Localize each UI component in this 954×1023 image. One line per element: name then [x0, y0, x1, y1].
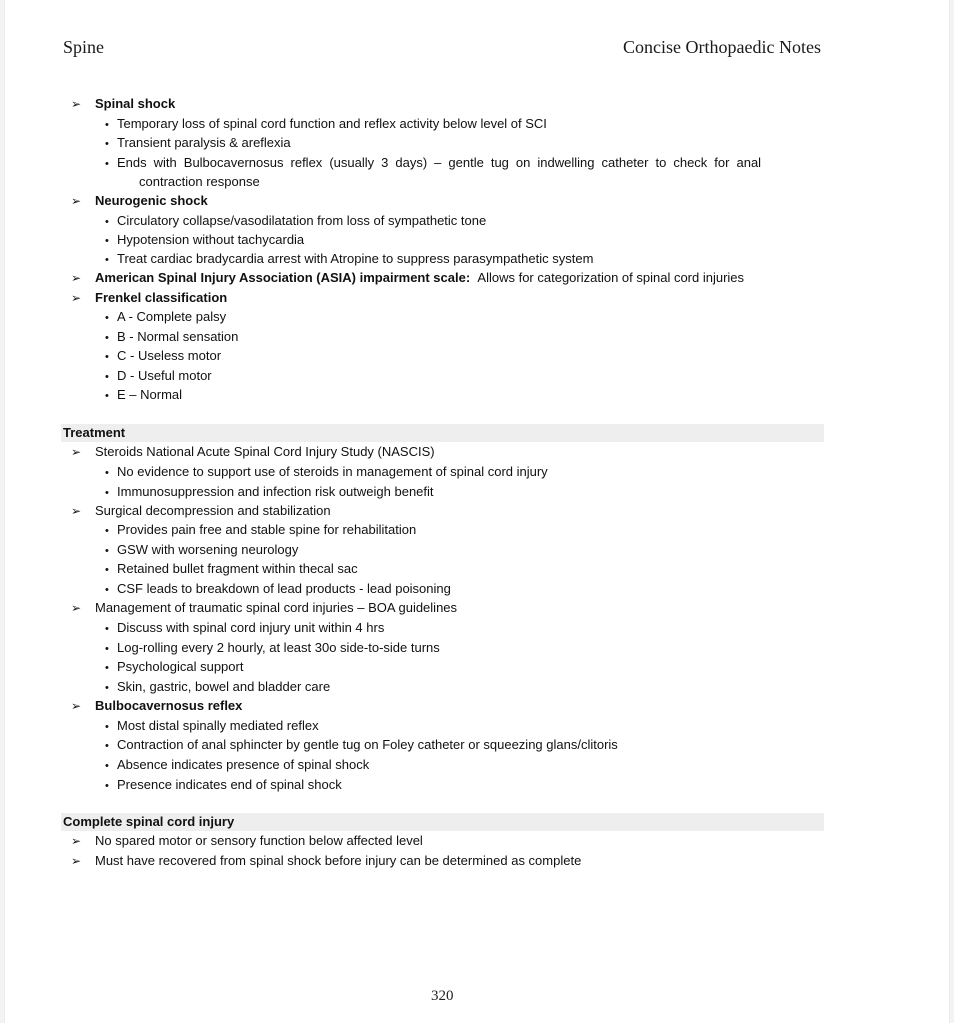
bullet-icon: •	[105, 760, 109, 772]
list-item	[105, 775, 342, 794]
list-item-text: E – Normal	[117, 387, 183, 402]
bulbocavernosus-heading	[71, 696, 242, 715]
arrow-bullet-icon: ➢	[71, 699, 82, 713]
bullet-icon: •	[105, 158, 109, 170]
bullet-icon: •	[105, 780, 109, 792]
list-item-text: Contraction of anal sphincter by gentle tug on Foley catheter or squeezing glans/clitoris	[117, 737, 618, 752]
list-item-text: Absence indicates presence of spinal shock	[117, 757, 370, 772]
list-item-text: Most distal spinally mediated reflex	[117, 718, 319, 733]
list-item	[105, 618, 384, 637]
heading-text: Surgical decompression and stabilization	[95, 503, 331, 518]
arrow-bullet-icon: ➢	[71, 97, 82, 111]
bullet-icon: •	[105, 740, 109, 752]
list-item	[105, 540, 298, 559]
list-item	[105, 114, 547, 133]
bullet-icon: •	[105, 235, 109, 247]
list-item-text: A - Complete palsy	[117, 309, 227, 324]
list-item-text: Provides pain free and stable spine for rehabilitation	[117, 522, 417, 537]
list-item	[71, 831, 423, 850]
page-number: 320	[431, 988, 454, 1004]
neurogenic-shock-heading	[71, 191, 208, 210]
list-item-text: Skin, gastric, bowel and bladder care	[117, 679, 331, 694]
section-heading-complete-sci: Complete spinal cord injury	[61, 813, 824, 831]
list-item	[105, 307, 226, 326]
heading-text: Frenkel classification	[95, 290, 228, 305]
steroids-heading	[71, 442, 435, 461]
arrow-bullet-icon: ➢	[71, 504, 82, 518]
list-item-text: Circulatory collapse/vasodilatation from loss of sympathetic tone	[117, 213, 487, 228]
arrow-bullet-icon: ➢	[71, 834, 82, 848]
heading-text: Neurogenic shock	[95, 193, 208, 208]
bullet-icon: •	[105, 254, 109, 266]
heading-text: American Spinal Injury Association (ASIA) impairment scale:	[95, 270, 471, 285]
list-item-text: Transient paralysis & areflexia	[117, 135, 291, 150]
list-item	[105, 249, 593, 268]
bullet-icon: •	[105, 371, 109, 383]
list-item-text: No spared motor or sensory function below affected level	[95, 833, 423, 848]
bullet-icon: •	[105, 623, 109, 635]
bullet-icon: •	[105, 119, 109, 131]
bullet-icon: •	[105, 525, 109, 537]
spinal-shock-heading	[71, 94, 175, 113]
document-page	[4, 0, 950, 1023]
asia-description: Allows for categorization of spinal cord injuries	[477, 270, 745, 285]
bullet-icon: •	[105, 332, 109, 344]
list-item	[105, 327, 238, 346]
list-item-text: Must have recovered from spinal shock before injury can be determined as complete	[95, 853, 582, 868]
heading-text: Steroids National Acute Spinal Cord Injury Study (NASCIS)	[95, 444, 435, 459]
list-item-text: Log-rolling every 2 hourly, at least 30o side-to-side turns	[117, 640, 440, 655]
bullet-icon: •	[105, 487, 109, 499]
list-item-text: CSF leads to breakdown of lead products - lead poisoning	[117, 581, 451, 596]
arrow-bullet-icon: ➢	[71, 291, 82, 305]
list-item-continuation: contraction response	[139, 174, 260, 189]
list-item-text: Psychological support	[117, 659, 244, 674]
list-item	[105, 211, 486, 230]
list-item-text: No evidence to support use of steroids in management of spinal cord injury	[117, 464, 548, 479]
running-header-book-title: Concise Orthopaedic Notes	[623, 37, 821, 57]
bullet-icon: •	[105, 643, 109, 655]
asia-scale-item	[71, 268, 744, 287]
list-item	[105, 520, 416, 539]
running-header-chapter: Spine	[63, 37, 105, 57]
list-item-text: Immunosuppression and infection risk outweigh benefit	[117, 484, 434, 499]
list-item-text: Discuss with spinal cord injury unit within 4 hrs	[117, 620, 385, 635]
bullet-icon: •	[105, 564, 109, 576]
list-item	[105, 755, 369, 774]
list-item-text: Treat cardiac bradycardia arrest with Atropine to suppress parasympathetic system	[117, 251, 594, 266]
list-item	[105, 677, 330, 696]
bullet-icon: •	[105, 662, 109, 674]
list-item-text: Temporary loss of spinal cord function and reflex activity below level of SCI	[117, 116, 547, 131]
list-item	[105, 366, 212, 385]
list-item	[105, 133, 291, 152]
heading-text: Spinal shock	[95, 96, 176, 111]
list-item-text: C - Useless motor	[117, 348, 222, 363]
heading-text: Management of traumatic spinal cord injuries – BOA guidelines	[95, 600, 458, 615]
management-heading	[71, 598, 457, 617]
arrow-bullet-icon: ➢	[71, 854, 82, 868]
bullet-icon: •	[105, 312, 109, 324]
list-item	[105, 153, 761, 172]
list-item	[105, 579, 451, 598]
heading-text: Bulbocavernosus reflex	[95, 698, 243, 713]
bullet-icon: •	[105, 721, 109, 733]
bullet-icon: •	[105, 682, 109, 694]
arrow-bullet-icon: ➢	[71, 194, 82, 208]
list-item	[105, 385, 182, 404]
list-item-text: Hypotension without tachycardia	[117, 232, 305, 247]
list-item	[105, 346, 221, 365]
list-item-text: B - Normal sensation	[117, 329, 239, 344]
bullet-icon: •	[105, 138, 109, 150]
surgical-heading	[71, 501, 331, 520]
bullet-icon: •	[105, 216, 109, 228]
list-item	[105, 716, 319, 735]
list-item	[105, 462, 548, 481]
arrow-bullet-icon: ➢	[71, 271, 82, 285]
list-item	[105, 559, 358, 578]
bullet-icon: •	[105, 351, 109, 363]
bullet-icon: •	[105, 467, 109, 479]
section-heading-treatment: Treatment	[61, 424, 824, 442]
list-item-text: Retained bullet fragment within thecal sac	[117, 561, 358, 576]
bullet-icon: •	[105, 545, 109, 557]
list-item-text: D - Useful motor	[117, 368, 212, 383]
frenkel-heading	[71, 288, 227, 307]
list-item-text: Ends with Bulbocavernosus reflex (usually 3 days) – gentle tug on indwelling catheter to check for anal	[117, 155, 762, 170]
list-item	[71, 851, 581, 870]
arrow-bullet-icon: ➢	[71, 445, 82, 459]
list-item	[105, 735, 618, 754]
list-item	[105, 638, 440, 657]
list-item	[105, 657, 243, 676]
bullet-icon: •	[105, 390, 109, 402]
bullet-icon: •	[105, 584, 109, 596]
list-item-text: Presence indicates end of spinal shock	[117, 777, 342, 792]
list-item-text: GSW with worsening neurology	[117, 542, 299, 557]
arrow-bullet-icon: ➢	[71, 601, 82, 615]
list-item	[105, 230, 304, 249]
list-item	[105, 482, 434, 501]
